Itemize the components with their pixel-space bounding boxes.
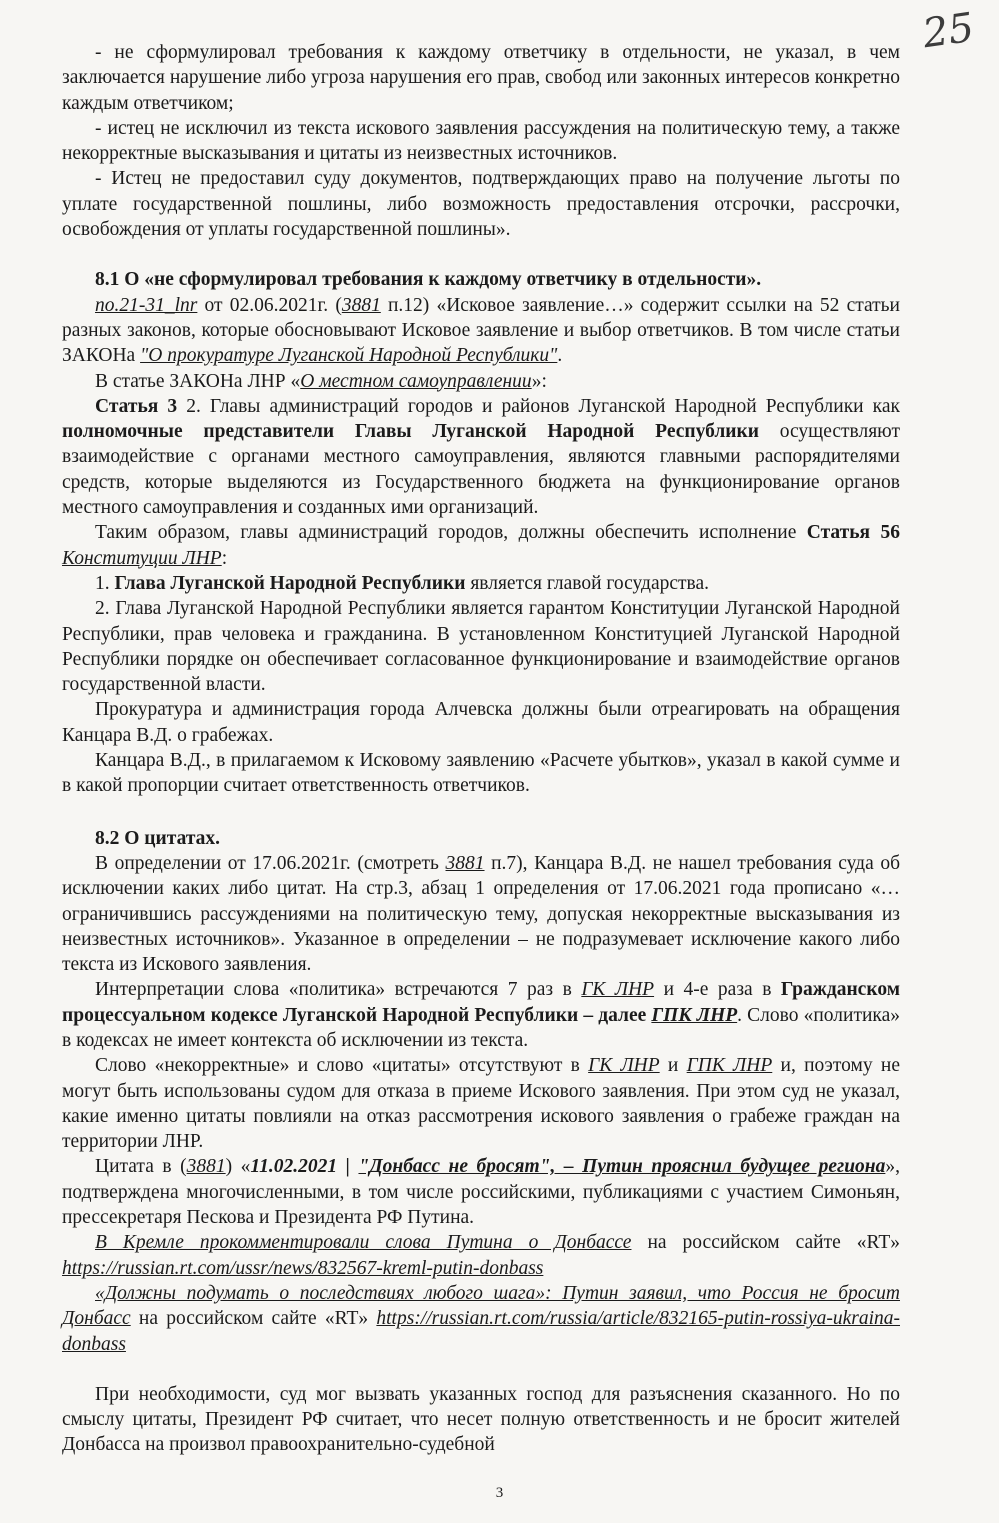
paragraph: 2. Глава Луганской Народной Республики является гарантом Конституции Луганской Народной Республики, прав человека и гражданина. В установленном Конституцией Луганской Народной Республики порядке он обеспечивает согласованное функционирование и взаимодействие органов государственной власти. — [62, 598, 900, 696]
section-heading-8-2: 8.2 О цитатах. — [95, 827, 221, 849]
law-link[interactable]: "О прокуратуре Луганской Народной Республики" — [140, 345, 558, 367]
code-link[interactable]: ГПК ЛНР — [651, 1004, 738, 1026]
paragraph: В статье ЗАКОНа ЛНР «О местном самоуправлении»: — [95, 370, 547, 392]
paragraph: При необходимости, суд мог вызвать указанных господ для разъяснения сказанного. Но по смыслу цитаты, Президент РФ считает, что несет полную ответственность и не бросит жителей Донбасса на произвол правоохранительно-судебной — [62, 1383, 900, 1456]
paragraph: В Кремле прокомментировали слова Путина о Донбассе на российском сайте «RT» https://russian.rt.com/ussr/news/832567-kreml-putin-donbass — [62, 1232, 900, 1279]
quote-date: 11.02.2021 | — [250, 1156, 359, 1178]
paragraph: Цитата в (3881) «11.02.2021 | "Донбасс не бросят", – Путин прояснил будущее региона», подтверждена многочисленными, в том числе российскими, публикациями с участием Симоньян, прессекретаря Пескова и Президента РФ Путина. — [62, 1156, 901, 1229]
paragraph: Канцара В.Д., в прилагаемом к Исковому заявлению «Расчете убытков», указал в какой сумме и в какой пропорции считает ответственность ответчиков. — [62, 750, 900, 797]
reference-link[interactable]: по.21-31_lnr — [95, 294, 198, 316]
article-label: Статья 3 — [95, 395, 178, 417]
bold-phrase: Глава Луганской Народной Республики — [114, 572, 466, 594]
bold-phrase: Гражданском процессуальном кодексе Луганской Народной Республики – далее — [62, 979, 900, 1026]
paragraph: Таким образом, главы администраций городов, должны обеспечить исполнение Статья 56 Конституции ЛНР: — [62, 522, 901, 569]
paragraph: 1. Глава Луганской Народной Республики является главой государства. — [95, 572, 710, 594]
article-link[interactable]: «Должны подумать о последствиях любого шага»: Путин заявил, что Россия не бросит Донбасс — [62, 1282, 900, 1330]
paragraph: Статья 3 2. Главы администраций городов и районов Луганской Народной Республики как полномочные представители Главы Луганской Народной Республики осуществляют взаимодействие с органами местного самоуправления, являются главными распорядителями средств, которые выделяются из Государственного бюджета на функционирование органов местного самоуправления и созданных ими организаций. — [62, 395, 900, 519]
paragraph: В определении от 17.06.2021г. (смотреть 3881 п.7), Канцара В.Д. не нашел требования суда об исключении каких либо цитат. На стр.3, абзац 1 определения от 17.06.2021 года прописано «…ограничившись рассуждениями на политическую тему, допуская некорректные высказывания из неизвестных источников». Указанное в определении – не подразумевает исключение какого либо текста из Искового заявления. — [62, 852, 901, 976]
url-link[interactable]: https://russian.rt.com/russia/article/832165-putin-rossiya-ukraina-donbass — [62, 1308, 900, 1355]
paragraph: - Истец не предоставил суду документов, подтверждающих право на получение льготы по уплате государственной пошлины, либо возможность предоставления отсрочки, рассрочки, освобождения от уплаты государственной пошлины». — [62, 168, 900, 241]
code-link[interactable]: ГПК ЛНР — [686, 1055, 773, 1077]
paragraph: «Должны подумать о последствиях любого шага»: Путин заявил, что Россия не бросит Донбасс на российском сайте «RT» https://russian.rt.com/russia/article/832165-putin-rossiya-ukraina-donbass — [62, 1282, 900, 1355]
url-link[interactable]: https://russian.rt.com/ussr/news/832567-kreml-putin-donbass — [62, 1257, 544, 1279]
page-number: 3 — [495, 1485, 504, 1501]
section-heading-8-1: 8.1 О «не сформулировал требования к каждому ответчику в отдельности». — [95, 269, 762, 291]
paragraph: - истец не исключил из текста искового заявления рассуждения на политическую тему, а также некорректные высказывания и цитаты из неизвестных источников. — [62, 117, 900, 165]
law-link[interactable]: О местном самоуправлении — [300, 370, 532, 392]
code-link[interactable]: ГК ЛНР — [588, 1055, 660, 1077]
quote-link[interactable]: "Донбасс не бросят", – Путин прояснил будущее региона — [358, 1156, 886, 1178]
paragraph: по.21-31_lnr от 02.06.2021г. (3881 п.12) «Исковое заявление…» содержит ссылки на 52 статьи разных законов, которые обосновывают Исковое заявление и выбор ответчиков. В том числе статьи ЗАКОНа "О прокуратуре Луганской Народной Республики". — [62, 294, 900, 367]
bold-phrase: полномочные представители Главы Луганской Народной Республики — [62, 421, 760, 443]
paragraph: Слово «некорректные» и слово «цитаты» отсутствуют в ГК ЛНР и ГПК ЛНР и, поэтому не могут быть использованы судом для отказа в приеме Искового заявления. При этом суд не указал, какие именно цитаты повлияли на отказ рассмотрения искового заявления о грабеже граждан на территории ЛНР. — [62, 1055, 901, 1153]
reference-link[interactable]: 3881 — [341, 294, 381, 316]
reference-link[interactable]: 3881 — [445, 852, 485, 874]
document-body — [62, 40, 900, 1458]
article-link[interactable]: В Кремле прокомментировали слова Путина о Донбассе — [95, 1232, 632, 1254]
article-label: Статья 56 — [806, 522, 901, 544]
paragraph: Интерпретации слова «политика» встречаются 7 раз в ГК ЛНР и 4-е раза в Гражданском процессуальном кодексе Луганской Народной Республики – далее ГПК ЛНР. Слово «политика» в кодексах не имеет контекста об исключении из текста. — [62, 979, 900, 1051]
handwritten-page-mark: 25 — [920, 4, 977, 58]
code-link[interactable]: ГК ЛНР — [581, 979, 655, 1001]
reference-link[interactable]: 3881 — [186, 1156, 226, 1178]
paragraph: - не сформулировал требования к каждому ответчику в отдельности, не указал, в чем заключается нарушение либо угроза нарушения его прав, свобод или законных интересов конкретно каждым ответчиком; — [62, 42, 900, 114]
paragraph: Прокуратура и администрация города Алчевска должны были отреагировать на обращения Канцара В.Д. о грабежах. — [62, 699, 900, 746]
constitution-link[interactable]: Конституции ЛНР — [62, 547, 222, 569]
